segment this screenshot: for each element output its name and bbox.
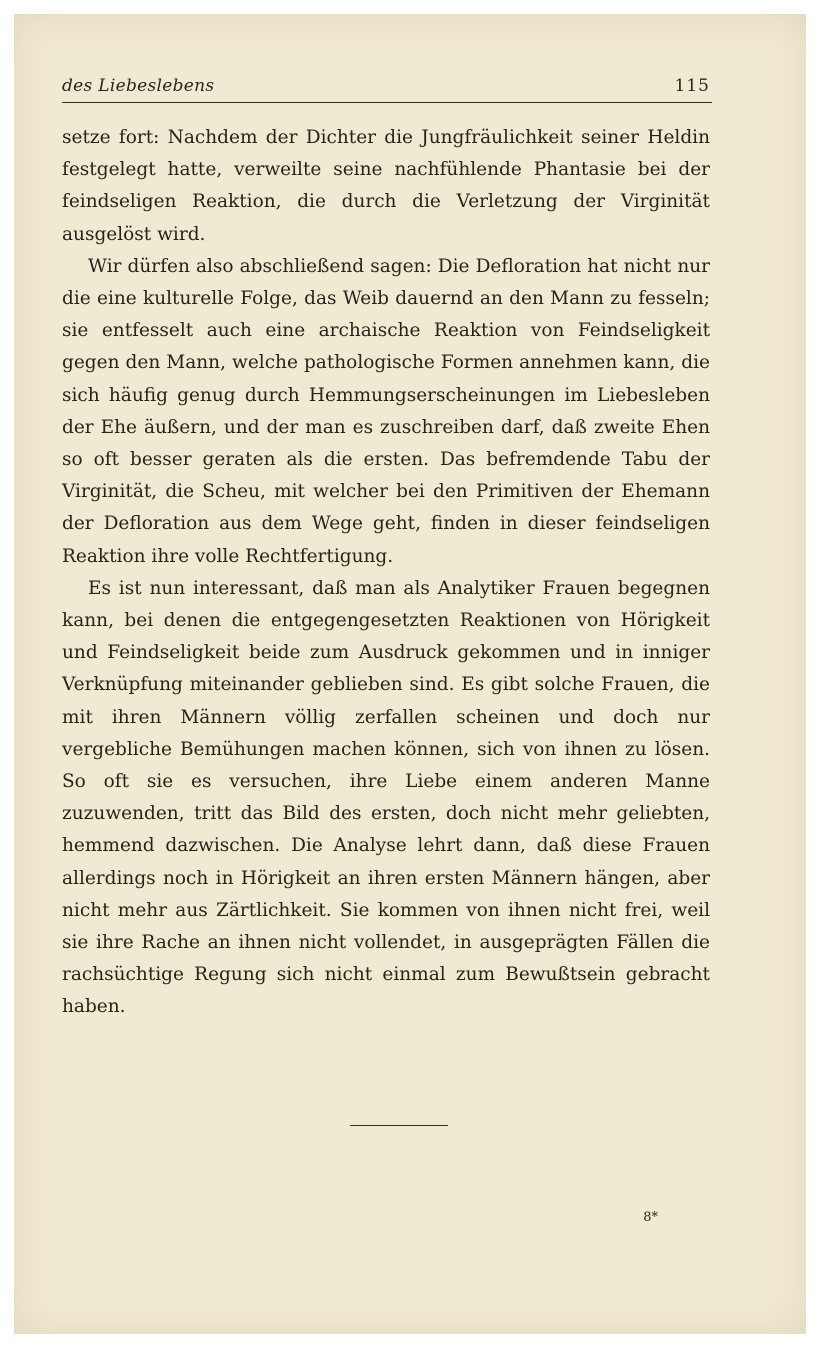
paragraph-continuation: setze fort: Nachdem der Dichter die Jungfräulichkeit seiner Heldin festgelegt hatte, verweilte seine nachfühlende Phantasie bei der feindseligen Reaktion, die durch die Verletzung der Virginität ausgelöst wird. — [62, 127, 710, 245]
header-rule — [62, 102, 712, 103]
paragraph-defloration-conclusion: Wir dürfen also abschließend sagen: Die Defloration hat nicht nur die eine kulturelle Folge, das Weib dauernd an den Mann zu fesseln; sie entfesselt auch eine archaische Reaktion von Feindseligkeit gegen den Mann, welche pathologische Formen annehmen kann, die sich häufig genug durch Hemmungserscheinungen im Liebesleben der Ehe äußern, und der man es zuschreiben darf, daß zweite Ehen so oft besser geraten als die ersten. Das befremdende Tabu der Virginität, die Scheu, mit welcher bei den Primitiven der Ehemann der Defloration aus dem Wege geht, finden in dieser feindseligen Reaktion ihre volle Rechtfertigung. — [62, 255, 710, 567]
running-head-title: des Liebeslebens — [62, 76, 215, 96]
paragraph-analyst-observation: Es ist nun interessant, daß man als Analytiker Frauen begegnen kann, bei denen die entgegengesetzten Reaktionen von Hörigkeit und Feindseligkeit beide zum Ausdruck gekommen und in inniger Verknüpfung miteinander geblieben sind. Es gibt solche Frauen, die mit ihren Männern völlig zerfallen scheinen und doch nur vergebliche Bemühungen machen können, sich von ihnen zu lösen. So oft sie es versuchen, ihre Liebe einem anderen Manne zuzuwenden, tritt das Bild des ersten, doch nicht mehr geliebten, hemmend dazwischen. Die Analyse lehrt dann, daß diese Frauen allerdings noch in Hörigkeit an ihren ersten Männern hängen, aber nicht mehr aus Zärtlichkeit. Sie kommen von ihnen nicht frei, weil sie ihre Rache an ihnen nicht vollendet, in ausgeprägten Fällen die rachsüchtige Regung sich nicht einmal zum Bewußtsein gebracht haben. — [62, 577, 710, 1018]
book-page — [14, 14, 806, 1334]
signature-mark: 8* — [643, 1210, 658, 1225]
body-text — [62, 122, 710, 1024]
page-number: 115 — [674, 76, 710, 96]
running-head — [62, 74, 710, 102]
section-end-rule — [350, 1125, 448, 1126]
